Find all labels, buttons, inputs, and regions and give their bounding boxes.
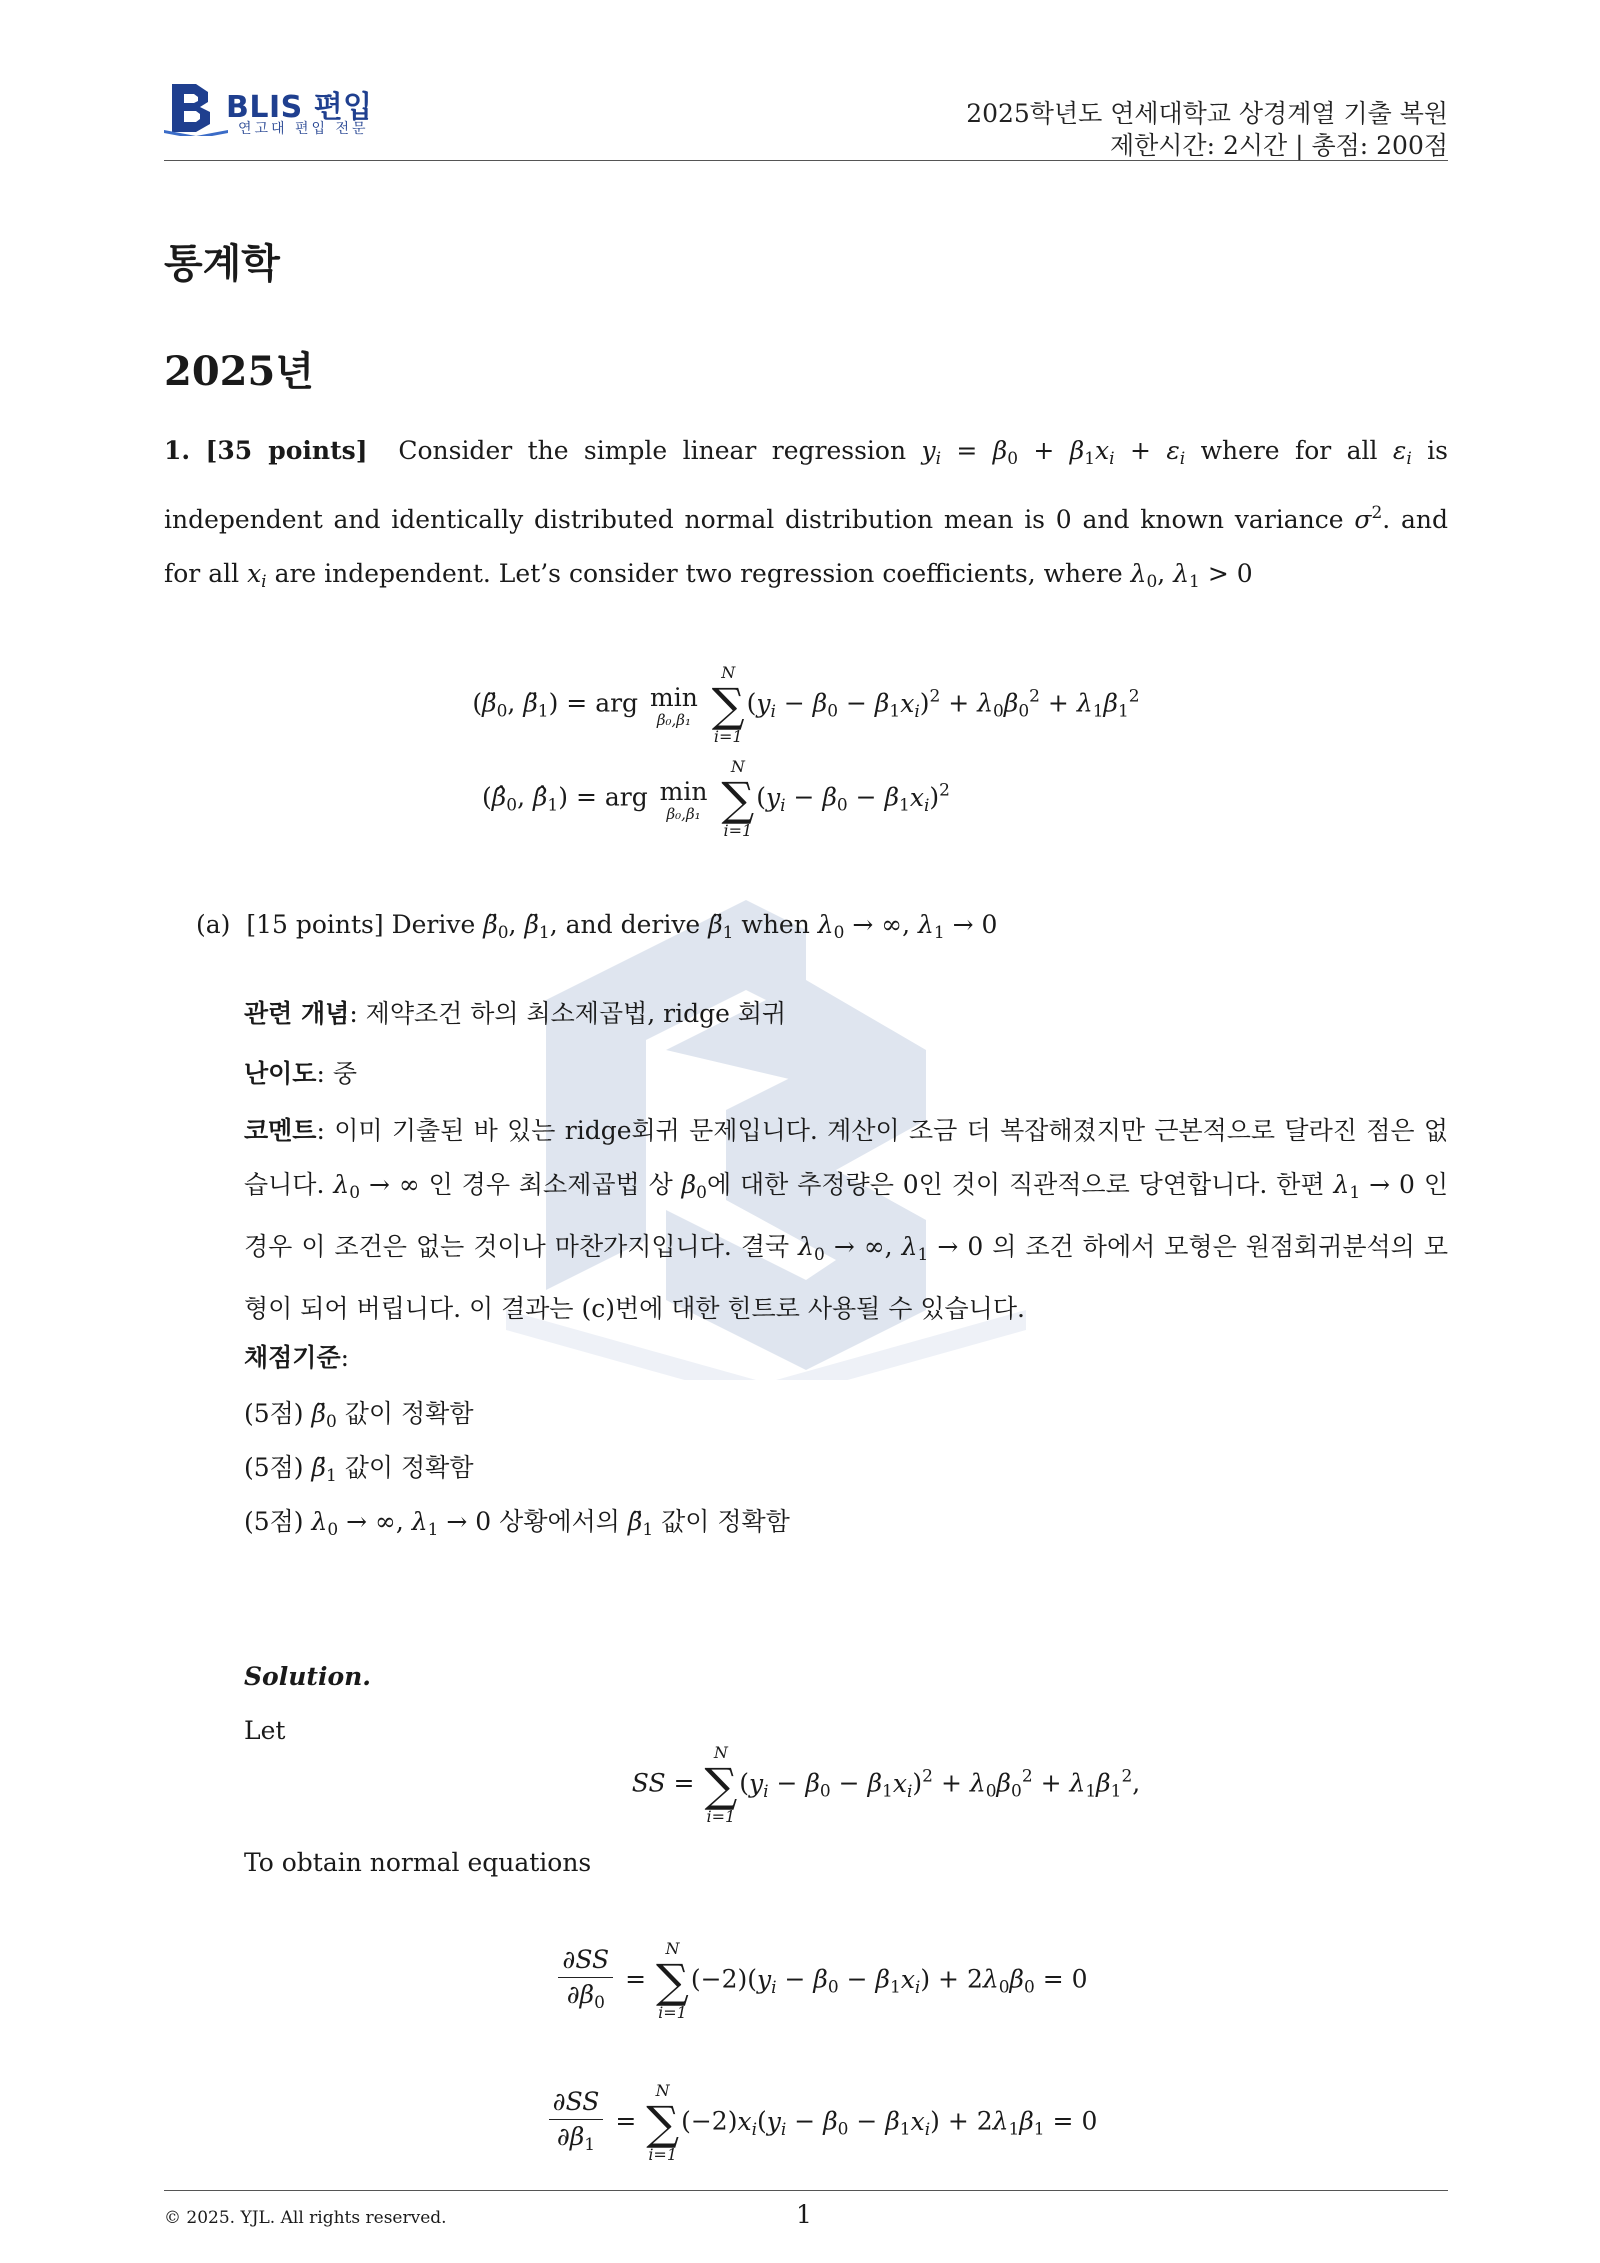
- ridge-objective-equation: ($\betä_0$, $\betä_1$) = arg min β₀,β₁ N ∑ i=1 $(y_i - \beta_0 - \beta_1x_i)^2 + \lambda_0\beta_0^2 + \lambda_1\beta_1^2$: [472, 663, 1140, 746]
- normal-equation-beta0: $\frac{\partial SS}{\partial\beta_0}$ = N ∑ i=1 $(-2)(y_i - \beta_0 - \beta_1x_i) + 2\lambda_0\beta_0 = 0$: [164, 1940, 1448, 2022]
- exam-info: 제한시간: 2시간 | 총점: 200점: [1109, 131, 1448, 160]
- problem-points: [35 points]: [205, 436, 368, 465]
- comment-text: 인 경우 최소제곱법 상: [428, 1170, 673, 1199]
- exam-title: 2025학년도 연세대학교 상경계열 기출 복원: [966, 99, 1448, 128]
- comment-text: : 이미 기출된 바 있는 ridge회귀 문제입니다. 계산이 조금 더 복잡해졌지만 근본적으로 달라진 점은 없습니다.: [244, 1116, 1448, 1199]
- grading-points: (5점): [244, 1507, 304, 1536]
- problem-text: Consider the simple linear regression: [398, 436, 907, 465]
- footer-divider: [164, 2190, 1448, 2191]
- logo-brand: BLIS 편입: [226, 90, 373, 125]
- grading-item: (5점) $\lambda_0$ → ∞, $\lambda_1 \to 0$ 상황에서의 $\betä_1$ 값이 정확함: [244, 1507, 790, 1540]
- comment-text: 의 조건 하에서 모형은 원점회귀분석의 모형이 되어 버립니다. 이 결과는 (c)번에 대한 힌트로 사용될 수 있습니다.: [244, 1232, 1448, 1323]
- difficulty-value: : 중: [316, 1059, 357, 1088]
- grading-text: 값이 정확함: [344, 1453, 474, 1482]
- comment-text: 에 대한 추정량은 0인 것이 직관적으로 당연합니다. 한편: [706, 1170, 1325, 1199]
- part-text: Derive: [391, 910, 476, 939]
- problem-text: . and for all: [164, 505, 1448, 588]
- concept-label: 관련 개념: [244, 999, 350, 1028]
- problem-number: 1.: [164, 436, 191, 465]
- problem-text: are independent. Let’s consider two regression coefficients, where: [274, 559, 1123, 588]
- grading-label: 채점기준: [244, 1343, 341, 1372]
- grading-item: (5점) $\betä_1$ 값이 정확함: [244, 1453, 474, 1486]
- solution-label: Solution.: [244, 1662, 372, 1691]
- comment-text: 인 경우 이 조건은 없는 것이나 마찬가지입니다. 결국: [244, 1170, 1449, 1261]
- part-text: , and derive: [549, 910, 701, 939]
- ols-objective-equation: ($\betâ_0$, $\betâ_1$) = arg min β₀,β₁ N ∑ i=1 $(y_i - \beta_0 - \beta_1x_i)^2$: [482, 757, 950, 840]
- normal-equation-beta1: $\frac{\partial SS}{\partial\beta_1}$ = N ∑ i=1 $(-2)x_i(y_i - \beta_0 - \beta_1x_i) + 2\lambda_1\beta_1 = 0$: [164, 2082, 1448, 2164]
- part-a-question: (a) [15 points] Derive $\betä_0$, $\betä_1$, and derive $\betä_1$ when $\lambda_0$ → ∞, $\lambda_1 \to 0$: [196, 910, 998, 943]
- section-title: 통계학: [164, 241, 280, 287]
- footer-copyright: © 2025. YJL. All rights reserved.: [164, 2208, 447, 2228]
- grading-text: 상황에서의: [499, 1507, 620, 1536]
- grading-item: (5점) $\betä_0$ 값이 정확함: [244, 1399, 474, 1432]
- grading-header: 채점기준:: [244, 1343, 350, 1372]
- comment-label: 코멘트: [244, 1116, 317, 1145]
- solution-let: Let: [244, 1716, 286, 1745]
- problem-text: is independent and identically distributed normal distribution mean is 0 and known variance: [164, 436, 1448, 534]
- grading-points: (5점): [244, 1453, 304, 1482]
- comment-paragraph: 코멘트: 이미 기출된 바 있는 ridge회귀 문제입니다. 계산이 조금 더 복잡해졌지만 근본적으로 달라진 점은 없습니다. $\lambda_0$ → ∞ 인 경우 최소제곱법 상 $\beta_0$에 대한 추정량은 0인 것이 직관적으로 당연합니다. 한편 $\lambda_1 \to 0$ 인 경우 이 조건은 없는 것이나 마찬가지입니다. 결국 $\lambda_0$ → ∞, $\lambda_1 \to 0$ 의 조건 하에서 모형은 원점회귀분석의 모형이 되어 버립니다. 이 결과는 (c)번에 대한 힌트로 사용될 수 있습니다.: [244, 1116, 1449, 1323]
- grading-text: 값이 정확함: [344, 1399, 474, 1428]
- problem-text: where for all: [1200, 436, 1378, 465]
- part-text: when: [741, 910, 810, 939]
- concept-value: : 제약조건 하의 최소제곱법, ridge 회귀: [349, 999, 787, 1028]
- part-label: (a): [196, 910, 231, 939]
- concept-line: [244, 994, 786, 1030]
- grading-points: (5점): [244, 1399, 304, 1428]
- normal-equations-text: To obtain normal equations: [244, 1848, 592, 1877]
- logo-tagline: 연고대 편입 전문: [238, 121, 369, 137]
- part-points: [15 points]: [246, 910, 384, 939]
- page-number: 1: [796, 2200, 812, 2229]
- difficulty-line: [244, 1054, 357, 1090]
- difficulty-label: 난이도: [244, 1059, 317, 1088]
- blis-logo-icon: [164, 80, 230, 136]
- ss-definition-equation: SS = N ∑ i=1 $(y_i - \beta_0 - \beta_1x_i)^2 + \lambda_0\beta_0^2 + \lambda_1\beta_1^2$,: [631, 1743, 1141, 1826]
- year-title: 2025년: [164, 348, 314, 395]
- header-divider: [164, 160, 1448, 161]
- grading-text: 값이 정확함: [661, 1507, 790, 1536]
- problem-statement: 1. [35 points] Consider the simple linear regression $y_i = \beta_0 + \beta_1x_i + \varepsilon_i$ where for all $\varepsilon_i$ is independent and identically distributed normal distribution mean is 0 and known variance $\sigma^2$. and for all $x_i$ are independent. Let’s consider two regression coefficients, where $\lambda_0$, $\lambda_1 > 0$: [164, 436, 1448, 592]
